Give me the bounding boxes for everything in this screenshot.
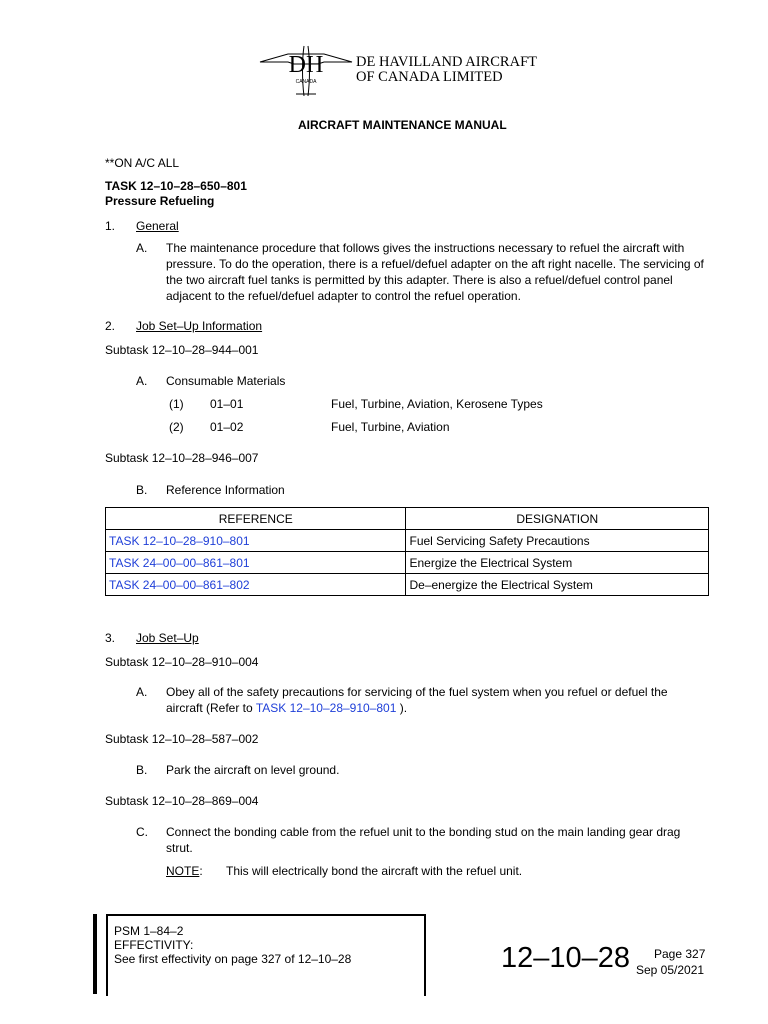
section-2b-letter: B. bbox=[136, 483, 148, 497]
note-colon: : bbox=[199, 864, 203, 878]
change-bar bbox=[93, 914, 97, 994]
dhc-aircraft-logo-icon bbox=[258, 40, 354, 102]
subtask-946: Subtask 12–10–28–946–007 bbox=[105, 451, 259, 465]
task-number: TASK 12–10–28–650–801 bbox=[105, 179, 247, 193]
note-label bbox=[166, 864, 203, 878]
material-idx: (2) bbox=[169, 420, 184, 434]
section-2-number: 2. bbox=[105, 319, 116, 333]
section-1-title: General bbox=[136, 219, 179, 233]
section-3a-line-1: Obey all of the safety precautions for servicing of the fuel system when you refuel or defuel the bbox=[166, 685, 668, 699]
material-code: 01–02 bbox=[210, 420, 244, 434]
logo-sub: CANADA bbox=[295, 79, 317, 85]
section-2a-letter: A. bbox=[136, 374, 148, 388]
section-3c-line-1: Connect the bonding cable from the refuel unit to the bonding stud on the main landing gear drag bbox=[166, 825, 681, 839]
section-3c-line-2: strut. bbox=[166, 841, 193, 855]
subtask-587: Subtask 12–10–28–587–002 bbox=[105, 732, 259, 746]
section-3a-line-2 bbox=[166, 701, 407, 715]
chapter-number: 12–10–28 bbox=[501, 942, 631, 974]
table-row bbox=[106, 530, 709, 552]
subtask-869: Subtask 12–10–28–869–004 bbox=[105, 794, 259, 808]
company-name bbox=[356, 55, 537, 85]
manual-title: AIRCRAFT MAINTENANCE MANUAL bbox=[298, 118, 507, 132]
section-3-title: Job Set–Up bbox=[136, 631, 199, 645]
task-title: Pressure Refueling bbox=[105, 194, 215, 208]
psm-number: PSM 1–84–2 bbox=[114, 924, 184, 938]
material-desc: Fuel, Turbine, Aviation, Kerosene Types bbox=[331, 397, 543, 411]
section-2b-title: Reference Information bbox=[166, 483, 285, 497]
footer-effectivity-box bbox=[106, 914, 426, 996]
reference-link[interactable]: TASK 24–00–00–861–801 bbox=[106, 552, 406, 574]
section-3b-text: Park the aircraft on level ground. bbox=[166, 763, 340, 777]
page-number: Page 327 bbox=[654, 947, 706, 961]
table-row bbox=[106, 552, 709, 574]
material-desc: Fuel, Turbine, Aviation bbox=[331, 420, 450, 434]
reference-link[interactable]: TASK 12–10–28–910–801 bbox=[106, 530, 406, 552]
company-line-2: OF CANADA LIMITED bbox=[356, 69, 503, 85]
subtask-910: Subtask 12–10–28–910–004 bbox=[105, 655, 259, 669]
note-text: This will electrically bond the aircraft with the refuel unit. bbox=[226, 864, 523, 878]
section-3b-letter: B. bbox=[136, 763, 148, 777]
section-3c-letter: C. bbox=[136, 825, 148, 839]
section-2-title: Job Set–Up Information bbox=[136, 319, 263, 333]
designation-cell: Fuel Servicing Safety Precautions bbox=[406, 530, 709, 552]
logo-mark: DH bbox=[288, 52, 324, 78]
table-header-row bbox=[106, 508, 709, 530]
table-row bbox=[106, 574, 709, 596]
note-label-text: NOTE bbox=[166, 864, 200, 878]
section-3a-line-2-post: ). bbox=[396, 701, 408, 715]
safety-precautions-link[interactable]: TASK 12–10–28–910–801 bbox=[255, 701, 397, 715]
effectivity-line: **ON A/C ALL bbox=[105, 156, 180, 170]
column-header-designation: DESIGNATION bbox=[406, 508, 709, 530]
section-3a-line-2-pre: aircraft (Refer to bbox=[166, 701, 256, 715]
reference-table bbox=[105, 507, 709, 596]
column-header-reference: REFERENCE bbox=[106, 508, 406, 530]
section-1a-text: The maintenance procedure that follows gives the instructions necessary to refuel the aircraft with pressure. To do the operation, there is a refuel/defuel adapter on the aft right nacelle. The servicing of the two aircraft fuel tanks is permitted by this adapter. There is also a refuel/defuel control panel adjacent to the refuel/defuel adapter to control the refuel operation. bbox=[166, 241, 704, 303]
material-code: 01–01 bbox=[210, 397, 244, 411]
company-line-1: DE HAVILLAND AIRCRAFT bbox=[356, 54, 537, 70]
subtask-944: Subtask 12–10–28–944–001 bbox=[105, 343, 259, 357]
section-1-number: 1. bbox=[105, 219, 116, 233]
reference-link[interactable]: TASK 24–00–00–861–802 bbox=[106, 574, 406, 596]
section-3-number: 3. bbox=[105, 631, 116, 645]
revision-date: Sep 05/2021 bbox=[636, 963, 705, 977]
material-idx: (1) bbox=[169, 397, 184, 411]
section-2a-title: Consumable Materials bbox=[166, 374, 286, 388]
effectivity-text: See first effectivity on page 327 of 12–10–28 bbox=[114, 952, 352, 966]
section-1a-letter: A. bbox=[136, 241, 148, 255]
designation-cell: De–energize the Electrical System bbox=[406, 574, 709, 596]
section-3a-letter: A. bbox=[136, 685, 148, 699]
designation-cell: Energize the Electrical System bbox=[406, 552, 709, 574]
effectivity-label: EFFECTIVITY: bbox=[114, 938, 194, 952]
